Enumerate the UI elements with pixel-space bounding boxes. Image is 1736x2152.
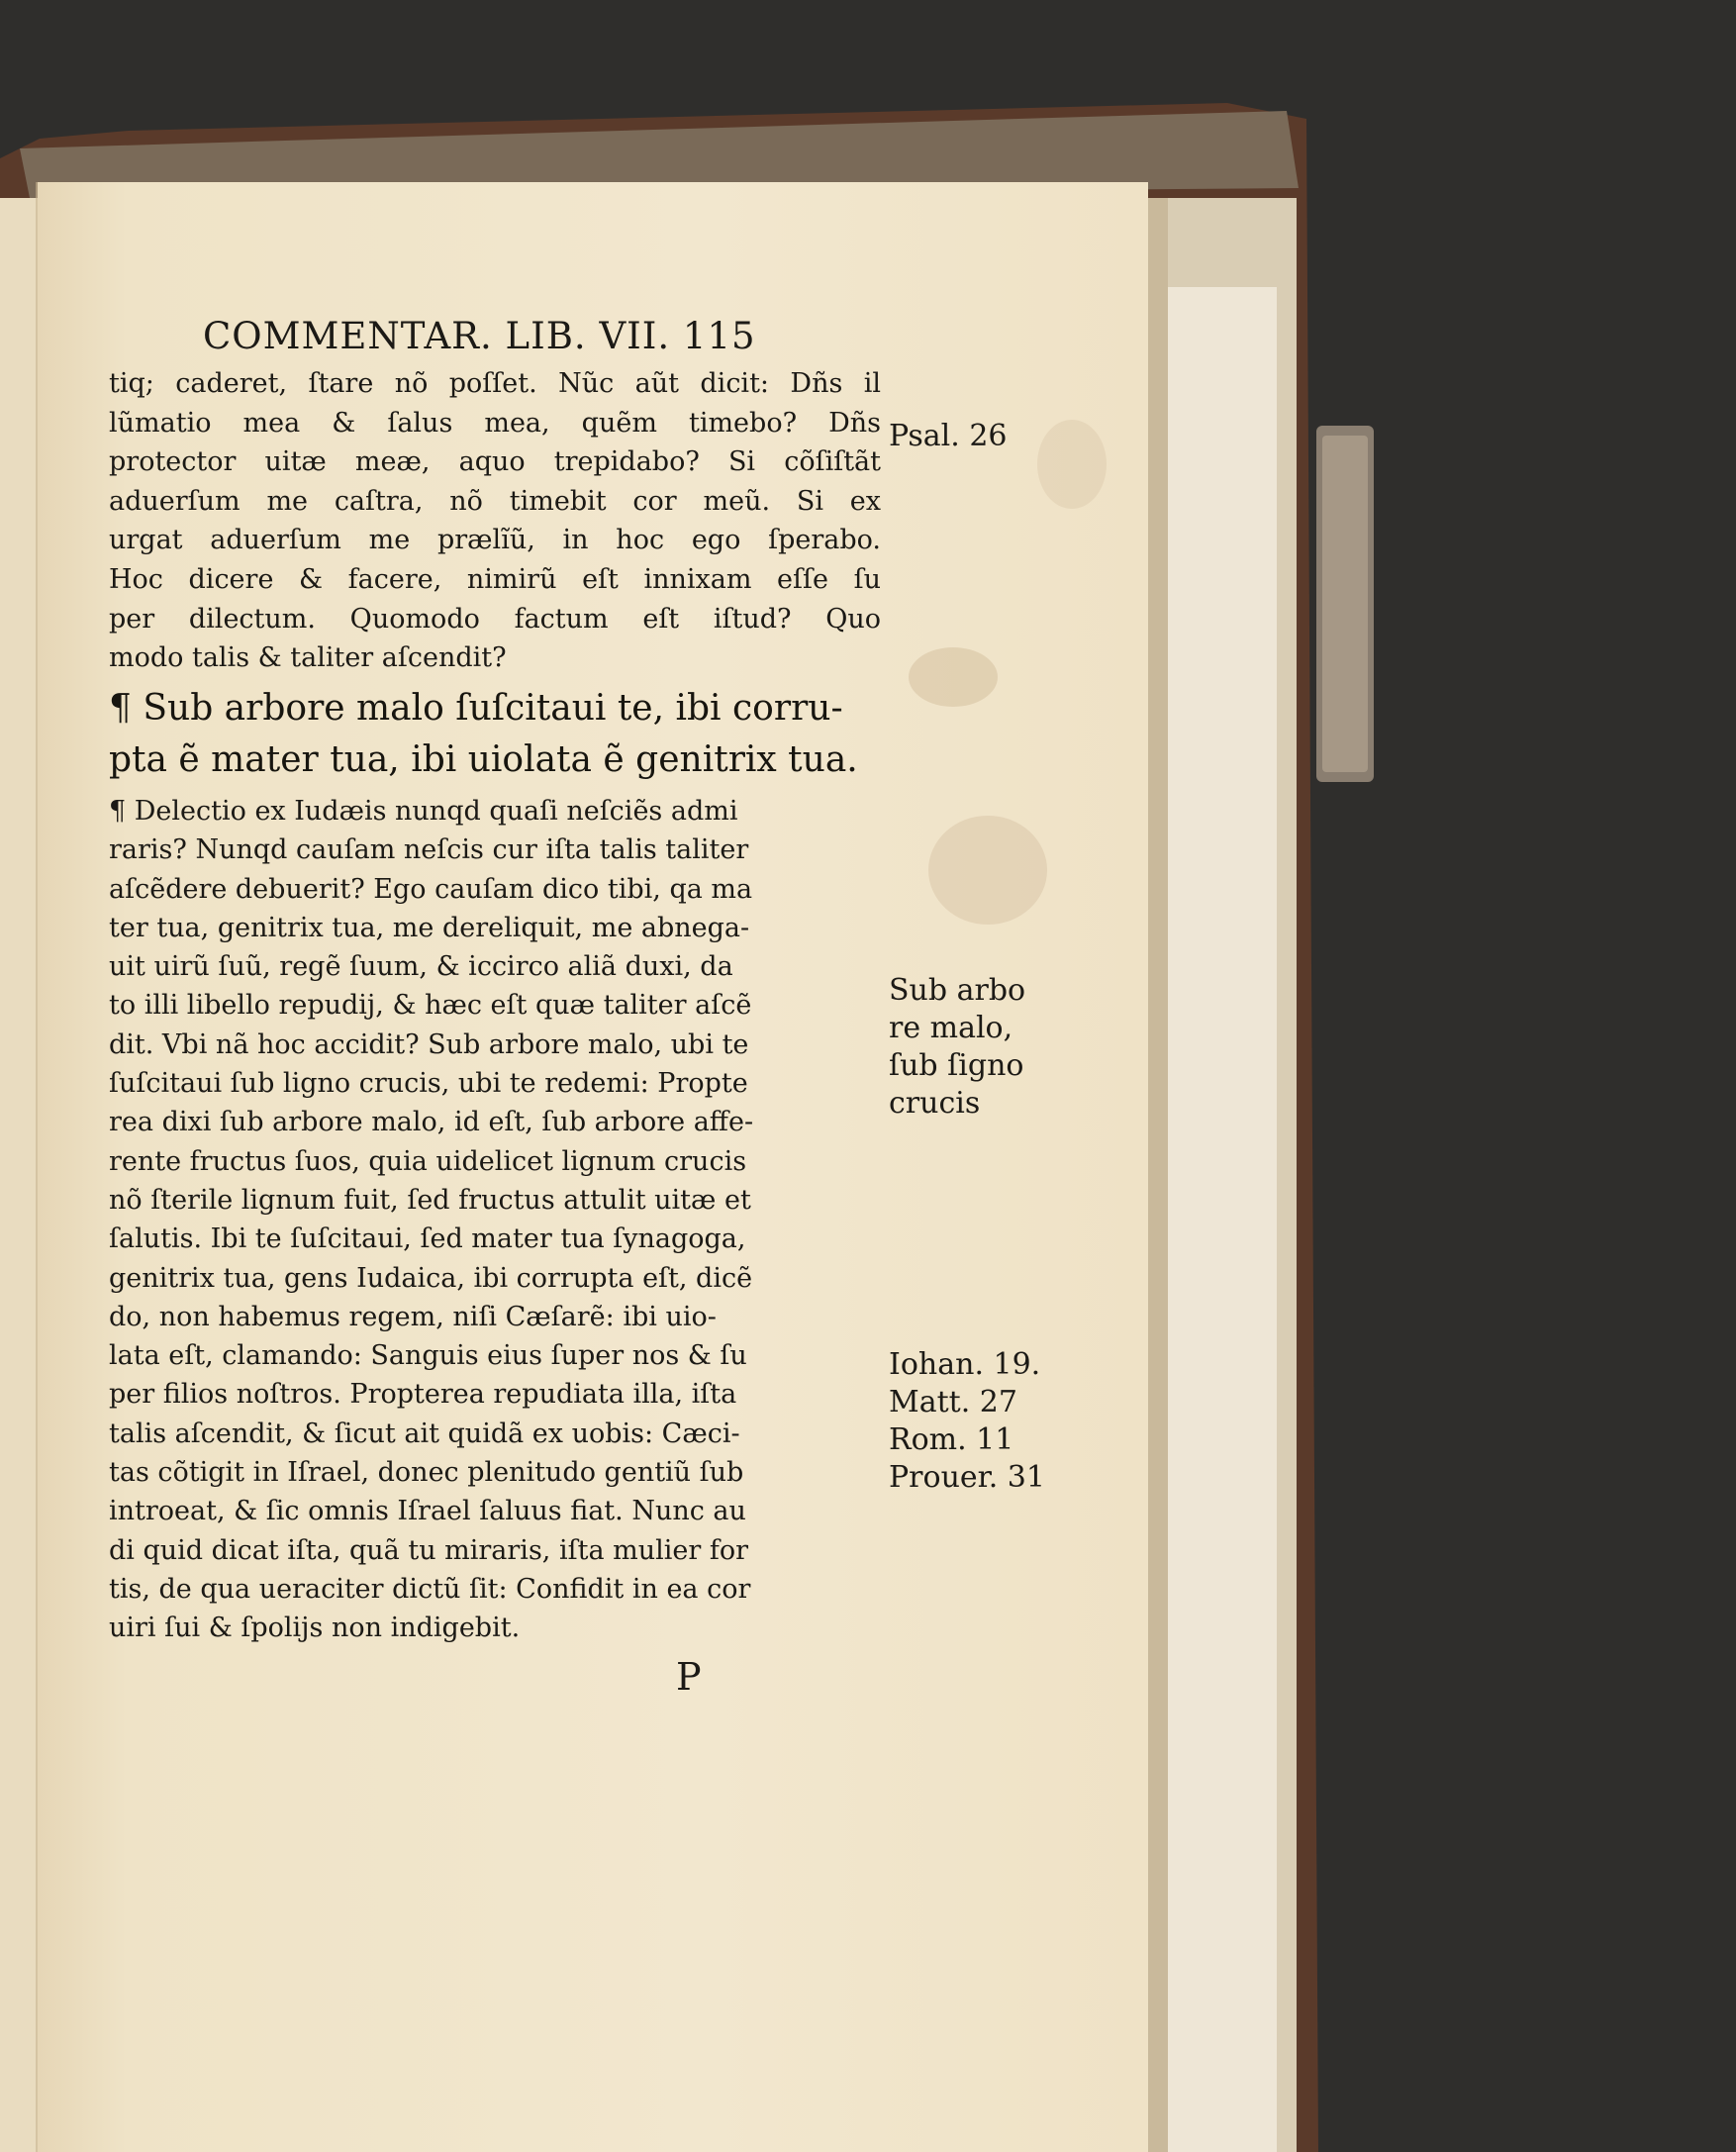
text-line: lata eſt, clamando: Sanguis eius ſuper nos & ſu [109, 1340, 747, 1372]
text-line: ſalutis. Ibi te ſuſcitaui, ſed mater tua ſynagoga, [109, 1223, 746, 1255]
marginal-gloss [889, 972, 1025, 1123]
marginal-gloss-line: re malo, [889, 1011, 1013, 1045]
marginal-ref: Rom. 11 [889, 1422, 1014, 1457]
lemma-verse [109, 683, 881, 786]
text-line: protector uitæ meæ, aquo trepidabo? Si cõſiſtãt [109, 446, 881, 478]
text-line: aduerſum me caſtra, nõ timebit cor meũ. Si ex [109, 485, 881, 517]
top-paragraph [109, 364, 881, 678]
text-line: di quid dicat iſta, quã tu miraris, iſta mulier for [109, 1534, 749, 1566]
text-line: raris? Nunqd cauſam neſcis cur iſta talis taliter [109, 834, 749, 866]
marginal-ref: Iohan. 19. [889, 1347, 1041, 1382]
text-line: nõ ſterile lignum fuit, ſed fructus attulit uitæ et [109, 1184, 751, 1216]
text-line: uit uirũ ſuũ, regẽ ſuum, & iccirco aliã duxi, da [109, 951, 733, 983]
lemma-line: pta ẽ mater tua, ibi uiolata ẽ genitrix tua. [109, 739, 858, 780]
text-line: lũmatio mea & ſalus mea, quẽm timebo? Dñs [109, 407, 881, 439]
text-line: per filios noſtros. Propterea repudiata illa, iſta [109, 1379, 737, 1411]
text-line: do, non habemus regem, niſi Cæſarẽ: ibi uio- [109, 1301, 717, 1332]
text-line: talis aſcendit, & ſicut ait quidã ex uobis: Cæci- [109, 1418, 740, 1449]
marginal-gloss-line: Sub arbo [889, 973, 1026, 1008]
text-line: urgat aduerſum me prælĩũ, in hoc ego ſperabo. [109, 525, 881, 556]
text-line: rea dixi ſub arbore malo, id eſt, ſub arbore affe- [109, 1107, 754, 1138]
text-line: introeat, & ſic omnis Iſrael ſaluus fiat. Nunc au [109, 1496, 746, 1527]
marginal-gloss-line: crucis [889, 1086, 981, 1121]
text-line: genitrix tua, gens Iudaica, ibi corrupta eſt, dicẽ [109, 1262, 753, 1294]
marginal-psalm-ref: Psal. 26 [889, 419, 1008, 453]
text-line: tiq; caderet, ſtare nõ poſſet. Nũc aũt dicit: Dñs il [109, 368, 881, 399]
text-line: modo talis & taliter aſcendit? [109, 642, 507, 674]
text-line: per dilectum. Quomodo factum eſt iſtud? Quo [109, 603, 881, 635]
text-line: uiri ſui & ſpolijs non indigebit. [109, 1613, 521, 1644]
text-line: to illi libello repudij, & hæc eſt quæ taliter aſcẽ [109, 990, 752, 1022]
text-line: tas cõtigit in Iſrael, donec plenitudo gentiũ ſub [109, 1457, 744, 1489]
text-line: ter tua, genitrix tua, me dereliquit, me abnega- [109, 912, 750, 943]
marginal-ref: Prouer. 31 [889, 1460, 1045, 1495]
commentary-paragraph [109, 792, 881, 1648]
lemma-line: ¶ Sub arbore malo ſuſcitaui te, ibi corru- [109, 688, 843, 729]
text-line: ¶ Delectio ex Iudæis nunqd quaſi neſciẽs admi [109, 796, 738, 827]
marginal-scripture-refs [889, 1346, 1045, 1497]
text-line: Hoc dicere & facere, nimirũ eſt innixam eſſe ſu [109, 563, 881, 595]
running-head: COMMENTAR. LIB. VII. 115 [203, 315, 756, 357]
signature-mark: P [676, 1655, 702, 1699]
text-line: dit. Vbi nã hoc accidit? Sub arbore malo, ubi te [109, 1028, 749, 1060]
text-line: tis, de qua ueraciter dictũ ſit: Confidit in ea cor [109, 1573, 751, 1605]
marginal-gloss-line: ſub ſigno [889, 1048, 1024, 1083]
text-line: ſuſcitaui ſub ligno crucis, ubi te redemi: Propte [109, 1068, 748, 1100]
text-line: rente fructus ſuos, quia uidelicet lignum crucis [109, 1145, 747, 1177]
marginal-ref: Matt. 27 [889, 1385, 1017, 1419]
text-line: aſcẽdere debuerit? Ego cauſam dico tibi, qa ma [109, 873, 753, 905]
